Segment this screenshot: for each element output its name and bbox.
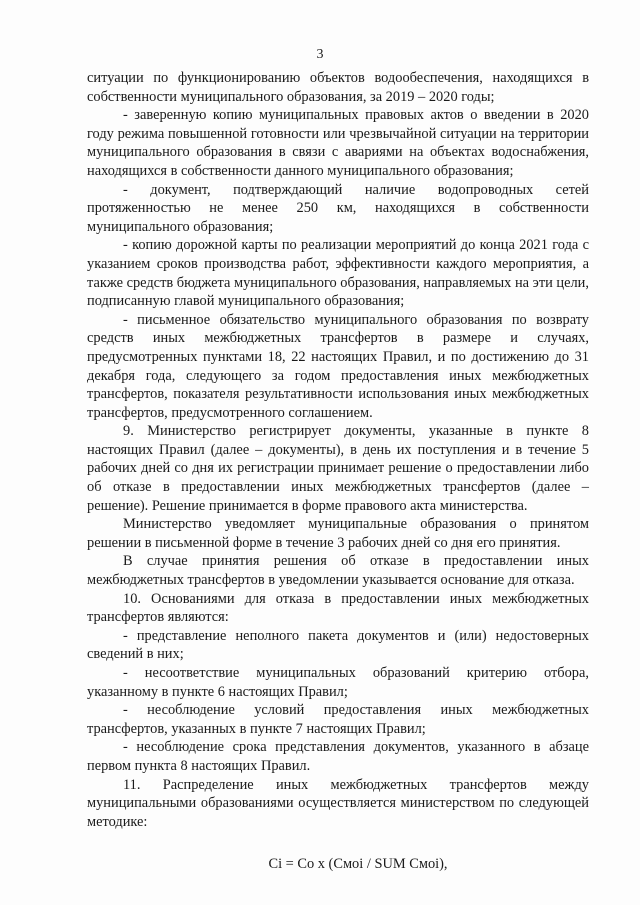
formula: Ci = Co x (Cмoi / SUM Cмoi), [268, 856, 448, 873]
paragraph: 9. Министерство регистрирует документы, указанные в пункте 8 настоящих Правил (далее – документы), в день их поступления и в течение 5 рабочих дней со дня их регистрации принимает решение о предоставлении либо об отказе в предоставлении иных межбюджетных трансфертов (далее – решение). Решение принимается в форме правового акта министерства. [87, 423, 589, 514]
document-body [87, 69, 589, 874]
paragraph: - копию дорожной карты по реализации мероприятий до конца 2021 года с указанием сроков производства работ, эффективности каждого мероприятия, а также средств бюджета муниципального образования, направляемых на эти цели, подписанную главой муниципального образования; [87, 237, 589, 310]
paragraph: - несоблюдение срока представления документов, указанного в абзаце первом пункта 8 настоящих Правил. [87, 739, 589, 774]
paragraph: - несоответствие муниципальных образований критерию отбора, указанному в пункте 6 настоящих Правил; [87, 665, 589, 700]
paragraph: - заверенную копию муниципальных правовых актов о введении в 2020 году режима повышенной готовности или чрезвычайной ситуации на территории муниципального образования в связи с авариями на объектах водоснабжения, находящихся в собственности данного муниципального образования; [87, 107, 589, 179]
page-number: 3 [316, 47, 324, 62]
paragraph: В случае принятия решения об отказе в предоставлении иных межбюджетных трансфертов в уведомлении указывается основание для отказа. [87, 553, 589, 589]
paragraph: - несоблюдение условий предоставления иных межбюджетных трансфертов, указанных в пункте 7 настоящих Правил; [87, 702, 589, 737]
paragraph: - письменное обязательство муниципального образования по возврату средств иных межбюджетных трансфертов в размере и случаях, предусмотренных пунктами 18, 22 настоящих Правил, и по достижению до 31 декабря года, следующего за годом предоставления иных межбюджетных трансфертов, показателя результативности использования иных межбюджетных трансфертов, предусмотренного соглашением. [87, 311, 589, 421]
paragraph: - представление неполного пакета документов и (или) недостоверных сведений в них; [87, 627, 589, 663]
paragraph: 10. Основаниями для отказа в предоставлении иных межбюджетных трансфертов являются: [87, 590, 589, 626]
paragraph: 11. Распределение иных межбюджетных трансфертов между муниципальными образованиями осуществляется министерством по следующей методике: [87, 776, 589, 830]
paragraph: Министерство уведомляет муниципальные образования о принятом решении в письменной форме в течение 3 рабочих дней со дня его принятия. [87, 516, 589, 551]
paragraph: ситуации по функционированию объектов водообеспечения, находящихся в собственности муниципального образования, за 2019 – 2020 годы; [87, 70, 589, 105]
paragraph: - документ, подтверждающий наличие водопроводных сетей протяженностью не менее 250 км, находящихся в собственности муниципального образования; [87, 181, 589, 235]
